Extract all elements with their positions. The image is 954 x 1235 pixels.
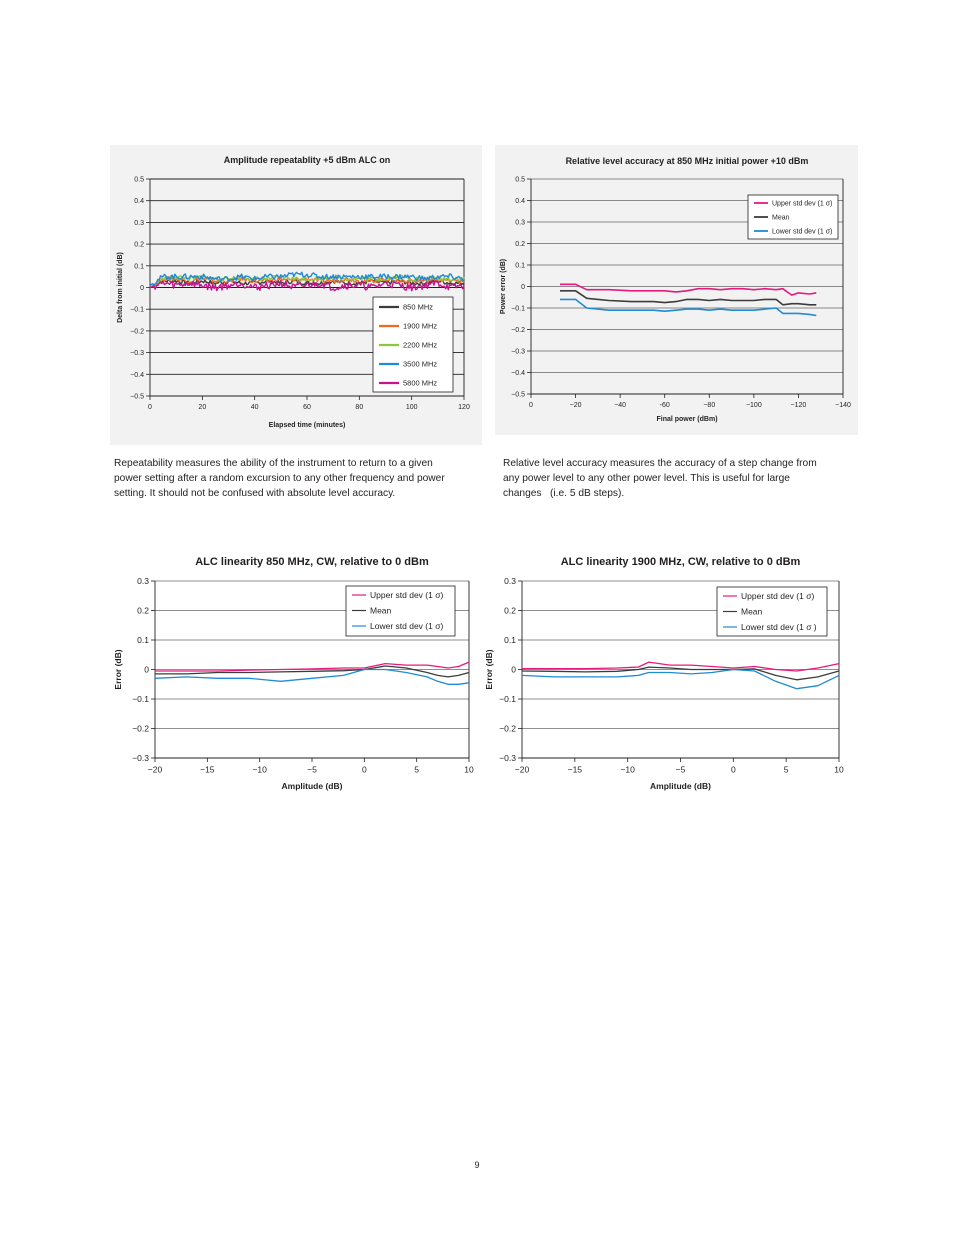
x-tick-label: 80 <box>355 404 364 411</box>
relative-desc-line: changes (i.e. 5 dB steps). <box>503 488 625 499</box>
x-tick-label: 0 <box>529 402 533 409</box>
repeatability-chart-svg <box>110 145 482 445</box>
y-tick-label: 0.4 <box>134 198 144 206</box>
y-tick-label: −0.1 <box>511 305 525 313</box>
x-tick-label: 0 <box>361 764 367 775</box>
y-tick-label: 0.1 <box>134 263 144 271</box>
repeatability-desc-line: setting. It should not be confused with absolute level accuracy. <box>114 488 396 499</box>
x-tick-label: −5 <box>307 764 317 775</box>
legend-label: Lower std dev (1 σ) <box>370 620 444 631</box>
relative-level-chart <box>495 145 858 435</box>
y-tick-label: 0.3 <box>515 219 525 227</box>
x-tick-label: −80 <box>703 402 716 409</box>
y-tick-label: −0.3 <box>511 348 525 356</box>
y-tick-label: −0.1 <box>130 306 144 314</box>
y-tick-label: −0.1 <box>499 693 516 704</box>
y-tick-label: 0.2 <box>515 240 525 248</box>
y-tick-label: −0.4 <box>130 371 144 379</box>
y-tick-label: −0.4 <box>511 369 525 377</box>
x-tick-label: 120 <box>458 404 470 411</box>
y-tick-label: 0 <box>521 283 525 291</box>
x-tick-label: 5 <box>414 764 420 775</box>
x-axis-label: Elapsed time (minutes) <box>268 422 346 429</box>
y-tick-label: 0 <box>140 284 144 292</box>
x-tick-label: 20 <box>198 404 207 411</box>
y-axis-label: Error (dB) <box>484 649 494 690</box>
x-tick-label: 0 <box>730 764 736 775</box>
x-tick-label: −5 <box>675 764 686 775</box>
x-tick-label: −40 <box>614 402 627 409</box>
x-tick-label: 10 <box>834 764 844 775</box>
y-tick-label: −0.5 <box>130 393 144 401</box>
page-number: 9 <box>474 1160 480 1170</box>
legend-label: Mean <box>370 605 392 616</box>
legend-label: 1900 MHz <box>403 321 438 331</box>
alc-850-chart-svg <box>105 545 485 800</box>
x-tick-label: −20 <box>569 402 582 409</box>
legend-label: 3500 MHz <box>403 359 438 369</box>
y-axis-label: Error (dB) <box>113 649 123 690</box>
y-tick-label: 0.5 <box>134 176 144 184</box>
x-tick-label: −10 <box>620 764 635 775</box>
y-tick-label: 0.1 <box>504 634 516 645</box>
chart-title: Relative level accuracy at 850 MHz initial power +10 dBm <box>565 156 809 166</box>
y-tick-label: −0.2 <box>130 328 144 336</box>
y-tick-label: 0.2 <box>504 605 516 616</box>
x-axis-label: Amplitude (dB) <box>281 781 343 791</box>
y-tick-label: 0 <box>511 664 516 675</box>
relative-desc-line: any power level to any other power level. This is useful for large <box>503 473 790 484</box>
y-axis-label: Power error (dB) <box>500 258 507 315</box>
x-tick-label: -60 <box>659 402 670 409</box>
y-tick-label: −0.2 <box>511 326 525 334</box>
y-tick-label: −0.2 <box>132 723 149 734</box>
x-tick-label: 5 <box>783 764 789 775</box>
legend-label: 5800 MHz <box>403 378 438 388</box>
y-tick-label: 0.2 <box>137 605 149 616</box>
x-tick-label: 40 <box>250 404 259 411</box>
y-tick-label: −0.2 <box>499 723 516 734</box>
chart-title: Amplitude repeatablity +5 dBm ALC on <box>223 155 391 165</box>
y-tick-label: −0.3 <box>132 752 149 763</box>
y-axis-label: Delta from initial (dB) <box>117 252 124 323</box>
x-tick-label: 0 <box>148 404 152 411</box>
x-tick-label: 60 <box>303 404 311 411</box>
x-tick-label: −15 <box>200 764 215 775</box>
legend-label: Mean <box>741 606 763 617</box>
chart-title: ALC linearity 1900 MHz, CW, relative to 0 dBm <box>560 556 801 568</box>
y-tick-label: 0.1 <box>137 634 149 645</box>
x-tick-label: −20 <box>147 764 163 775</box>
legend-label: Mean <box>772 214 790 222</box>
y-tick-label: −0.5 <box>511 391 525 399</box>
y-tick-label: 0.4 <box>515 197 525 205</box>
y-tick-label: 0.2 <box>134 241 144 249</box>
x-axis-label: Amplitude (dB) <box>650 781 711 791</box>
legend-label: Lower std dev (1 σ ) <box>741 621 817 632</box>
relative-desc-line: Relative level accuracy measures the accuracy of a step change from <box>503 458 817 469</box>
repeatability-desc-line: Repeatability measures the ability of the instrument to return to a given <box>114 458 433 469</box>
alc-850-chart <box>105 545 485 800</box>
x-tick-label: −10 <box>252 764 267 775</box>
x-tick-label: −100 <box>745 402 762 409</box>
x-tick-label: −140 <box>835 402 851 409</box>
y-tick-label: −0.3 <box>130 350 144 358</box>
repeatability-chart <box>110 145 482 445</box>
y-tick-label: 0.3 <box>137 575 149 586</box>
x-tick-label: −120 <box>790 402 807 409</box>
relative-level-chart-svg <box>495 145 858 435</box>
legend-label: Upper std dev (1 σ) <box>370 589 444 600</box>
y-tick-label: 0.5 <box>515 176 525 184</box>
series-line <box>560 284 816 295</box>
y-tick-label: −0.3 <box>499 752 516 763</box>
legend-label: 2200 MHz <box>403 340 438 350</box>
relative-level-description <box>503 456 863 501</box>
x-tick-label: 10 <box>464 764 474 775</box>
x-axis-label: Final power (dBm) <box>656 416 718 423</box>
alc-1900-chart <box>478 545 858 800</box>
legend-label: Lower std dev (1 σ) <box>772 228 833 236</box>
repeatability-desc-line: power setting after a random excursion to any other frequency and power <box>114 473 445 484</box>
y-tick-label: 0.3 <box>134 219 144 227</box>
series-line <box>560 291 816 305</box>
y-tick-label: 0.3 <box>504 575 516 586</box>
x-tick-label: −20 <box>514 764 530 775</box>
x-tick-label: 100 <box>405 404 418 411</box>
chart-title: ALC linearity 850 MHz, CW, relative to 0 dBm <box>195 556 429 568</box>
legend-label: 850 MHz <box>403 302 434 312</box>
legend-label: Upper std dev (1 σ) <box>741 590 815 601</box>
repeatability-description <box>114 456 474 501</box>
y-tick-label: 0 <box>144 664 149 675</box>
y-tick-label: −0.1 <box>132 693 149 704</box>
x-tick-label: −15 <box>567 764 583 775</box>
legend-label: Upper std dev (1 σ) <box>772 200 833 208</box>
alc-1900-chart-svg <box>478 545 858 800</box>
y-tick-label: 0.1 <box>515 262 525 270</box>
